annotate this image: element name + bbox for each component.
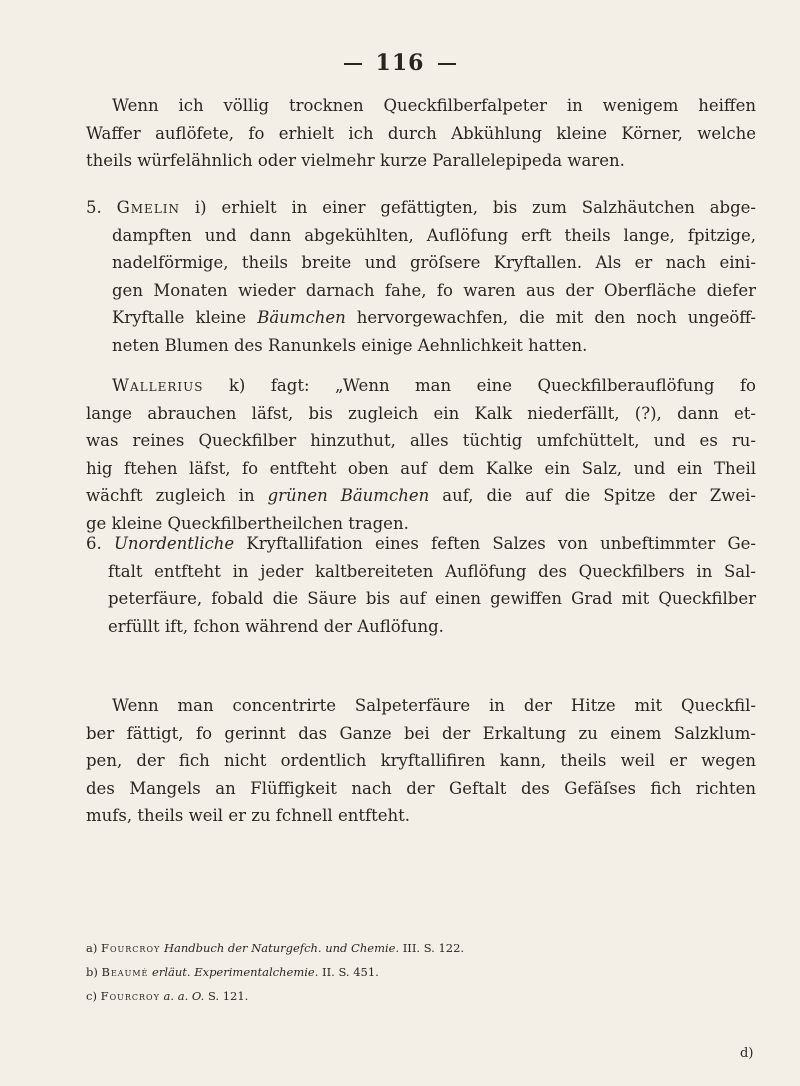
text-line: theils würfelähnlich oder vielmehr kurze Parallelepipeda waren. [86, 151, 625, 171]
text-line [86, 482, 756, 510]
paragraph-3 [86, 372, 756, 538]
text-fragment: Kryftalle kleine [112, 308, 247, 328]
footnote-author: Fourcroy [101, 941, 161, 955]
paragraph-4 [86, 530, 756, 640]
text-line: nadelförmige, theils breite und gröſsere Kryftallen. Als er nach eini- [112, 253, 756, 273]
text-fragment: erhielt in einer gefättigten, bis zum Salzhäutchen abge- [221, 198, 757, 217]
text-fragment: hervorgewachfen, die mit den noch ungeöff- [356, 308, 757, 328]
section-number: 6. [86, 534, 102, 553]
footnotes [86, 936, 756, 1008]
text-line: des Mangels an Flüffigkeit nach der Geftalt des Gefäſses fich richten [86, 778, 756, 798]
text-line: neten Blumen des Ranunkels einige Aehnlichkeit hatten. [112, 335, 588, 355]
footnote-title: a. a. O. [163, 989, 205, 1003]
footnote-mark: a) [86, 941, 98, 955]
footnote-mark: c) [86, 989, 97, 1003]
text-fragment: auf, die auf die Spitze der Zwei- [442, 486, 757, 506]
text-line [86, 372, 756, 400]
author-name: Gmelin [116, 198, 181, 217]
text-line: gen Monaten wieder darnach fahe, fo waren aus der Oberfläche diefer [112, 280, 756, 300]
text-line: ber fättigt, fo gerinnt das Ganze bei der Erkaltung zu einem Salzklum- [86, 723, 756, 743]
text-line: was reines Queckfilber hinzuthut, alles tüchtig umfchüttelt, und es ru- [86, 431, 756, 451]
author-name: Wallerius [112, 376, 204, 395]
section-number: 5. [86, 198, 102, 217]
emphasis: grünen Bäumchen [267, 486, 430, 506]
text-line: Wenn ich völlig trocknen Queckfilberfalpeter in wenigem heiffen [112, 96, 756, 115]
text-line [86, 304, 756, 332]
text-line: pen, der fich nicht ordentlich kryftallifiren kann, theils weil er wegen [86, 751, 756, 771]
text-fragment: fagt: „Wenn man eine Queckfilberauflöfung fo [270, 376, 756, 395]
paragraph-5 [86, 692, 756, 830]
page-number: 116 [375, 50, 425, 76]
emphasis: Bäumchen [257, 308, 346, 328]
text-line: lange abrauchen läfst, bis zugleich ein Kalk niederfällt, (?), dann et- [86, 403, 756, 423]
text-line: erfüllt ift, fchon während der Auflöfung. [108, 616, 444, 636]
footnote-ref: k) [228, 376, 246, 395]
footnote [86, 984, 756, 1008]
header-dash-left [344, 63, 362, 65]
footnote-author: Beaumé [101, 965, 149, 979]
text-line: dampften und dann abgekühlten, Auflöfung erft theils lange, fpitzige, [112, 225, 756, 245]
paragraph-1 [86, 92, 756, 175]
text-line [86, 194, 756, 222]
signature-mark: d) [740, 1046, 754, 1061]
footnote [86, 936, 756, 960]
page-header [0, 50, 800, 76]
text-line: hig ftehen läfst, fo entfteht oben auf dem Kalke ein Salz, und ein Theil [86, 458, 756, 478]
paragraph-2 [86, 194, 756, 360]
text-fragment: Kryftallifation eines feften Salzes von unbeftimmter Ge- [246, 534, 757, 553]
footnote-title: erläut. Experimentalchemie. [152, 965, 319, 979]
footnote-ref: S. 121. [207, 989, 249, 1003]
header-dash-right [438, 63, 456, 65]
emphasis: Unordentliche [114, 534, 235, 553]
footnote-author: Fourcroy [100, 989, 160, 1003]
text-line: mufs, theils weil er zu fchnell entfteht. [86, 806, 410, 826]
text-line: ge kleine Queckfilbertheilchen tragen. [86, 513, 409, 533]
footnote-title: Handbuch der Naturgefch. und Chemie. [163, 941, 400, 955]
footnote-ref: III. S. 122. [402, 941, 465, 955]
text-line: Waffer auflöfete, fo erhielt ich durch Abkühlung kleine Körner, welche [86, 123, 756, 143]
text-fragment: wächft zugleich in [86, 486, 255, 506]
footnote [86, 960, 756, 984]
footnote-mark: b) [86, 965, 98, 979]
text-line: Wenn man concentrirte Salpeterfäure in der Hitze mit Queckfil- [112, 696, 756, 715]
footnote-ref: II. S. 451. [322, 965, 379, 979]
text-line: peterfäure, fobald die Säure bis auf einen gewiffen Grad mit Queckfilber [108, 589, 756, 609]
text-line [86, 530, 756, 558]
text-line: ftalt entfteht in jeder kaltbereiteten Auflöfung des Queckfilbers in Sal- [108, 561, 756, 581]
footnote-ref: i) [194, 198, 207, 217]
